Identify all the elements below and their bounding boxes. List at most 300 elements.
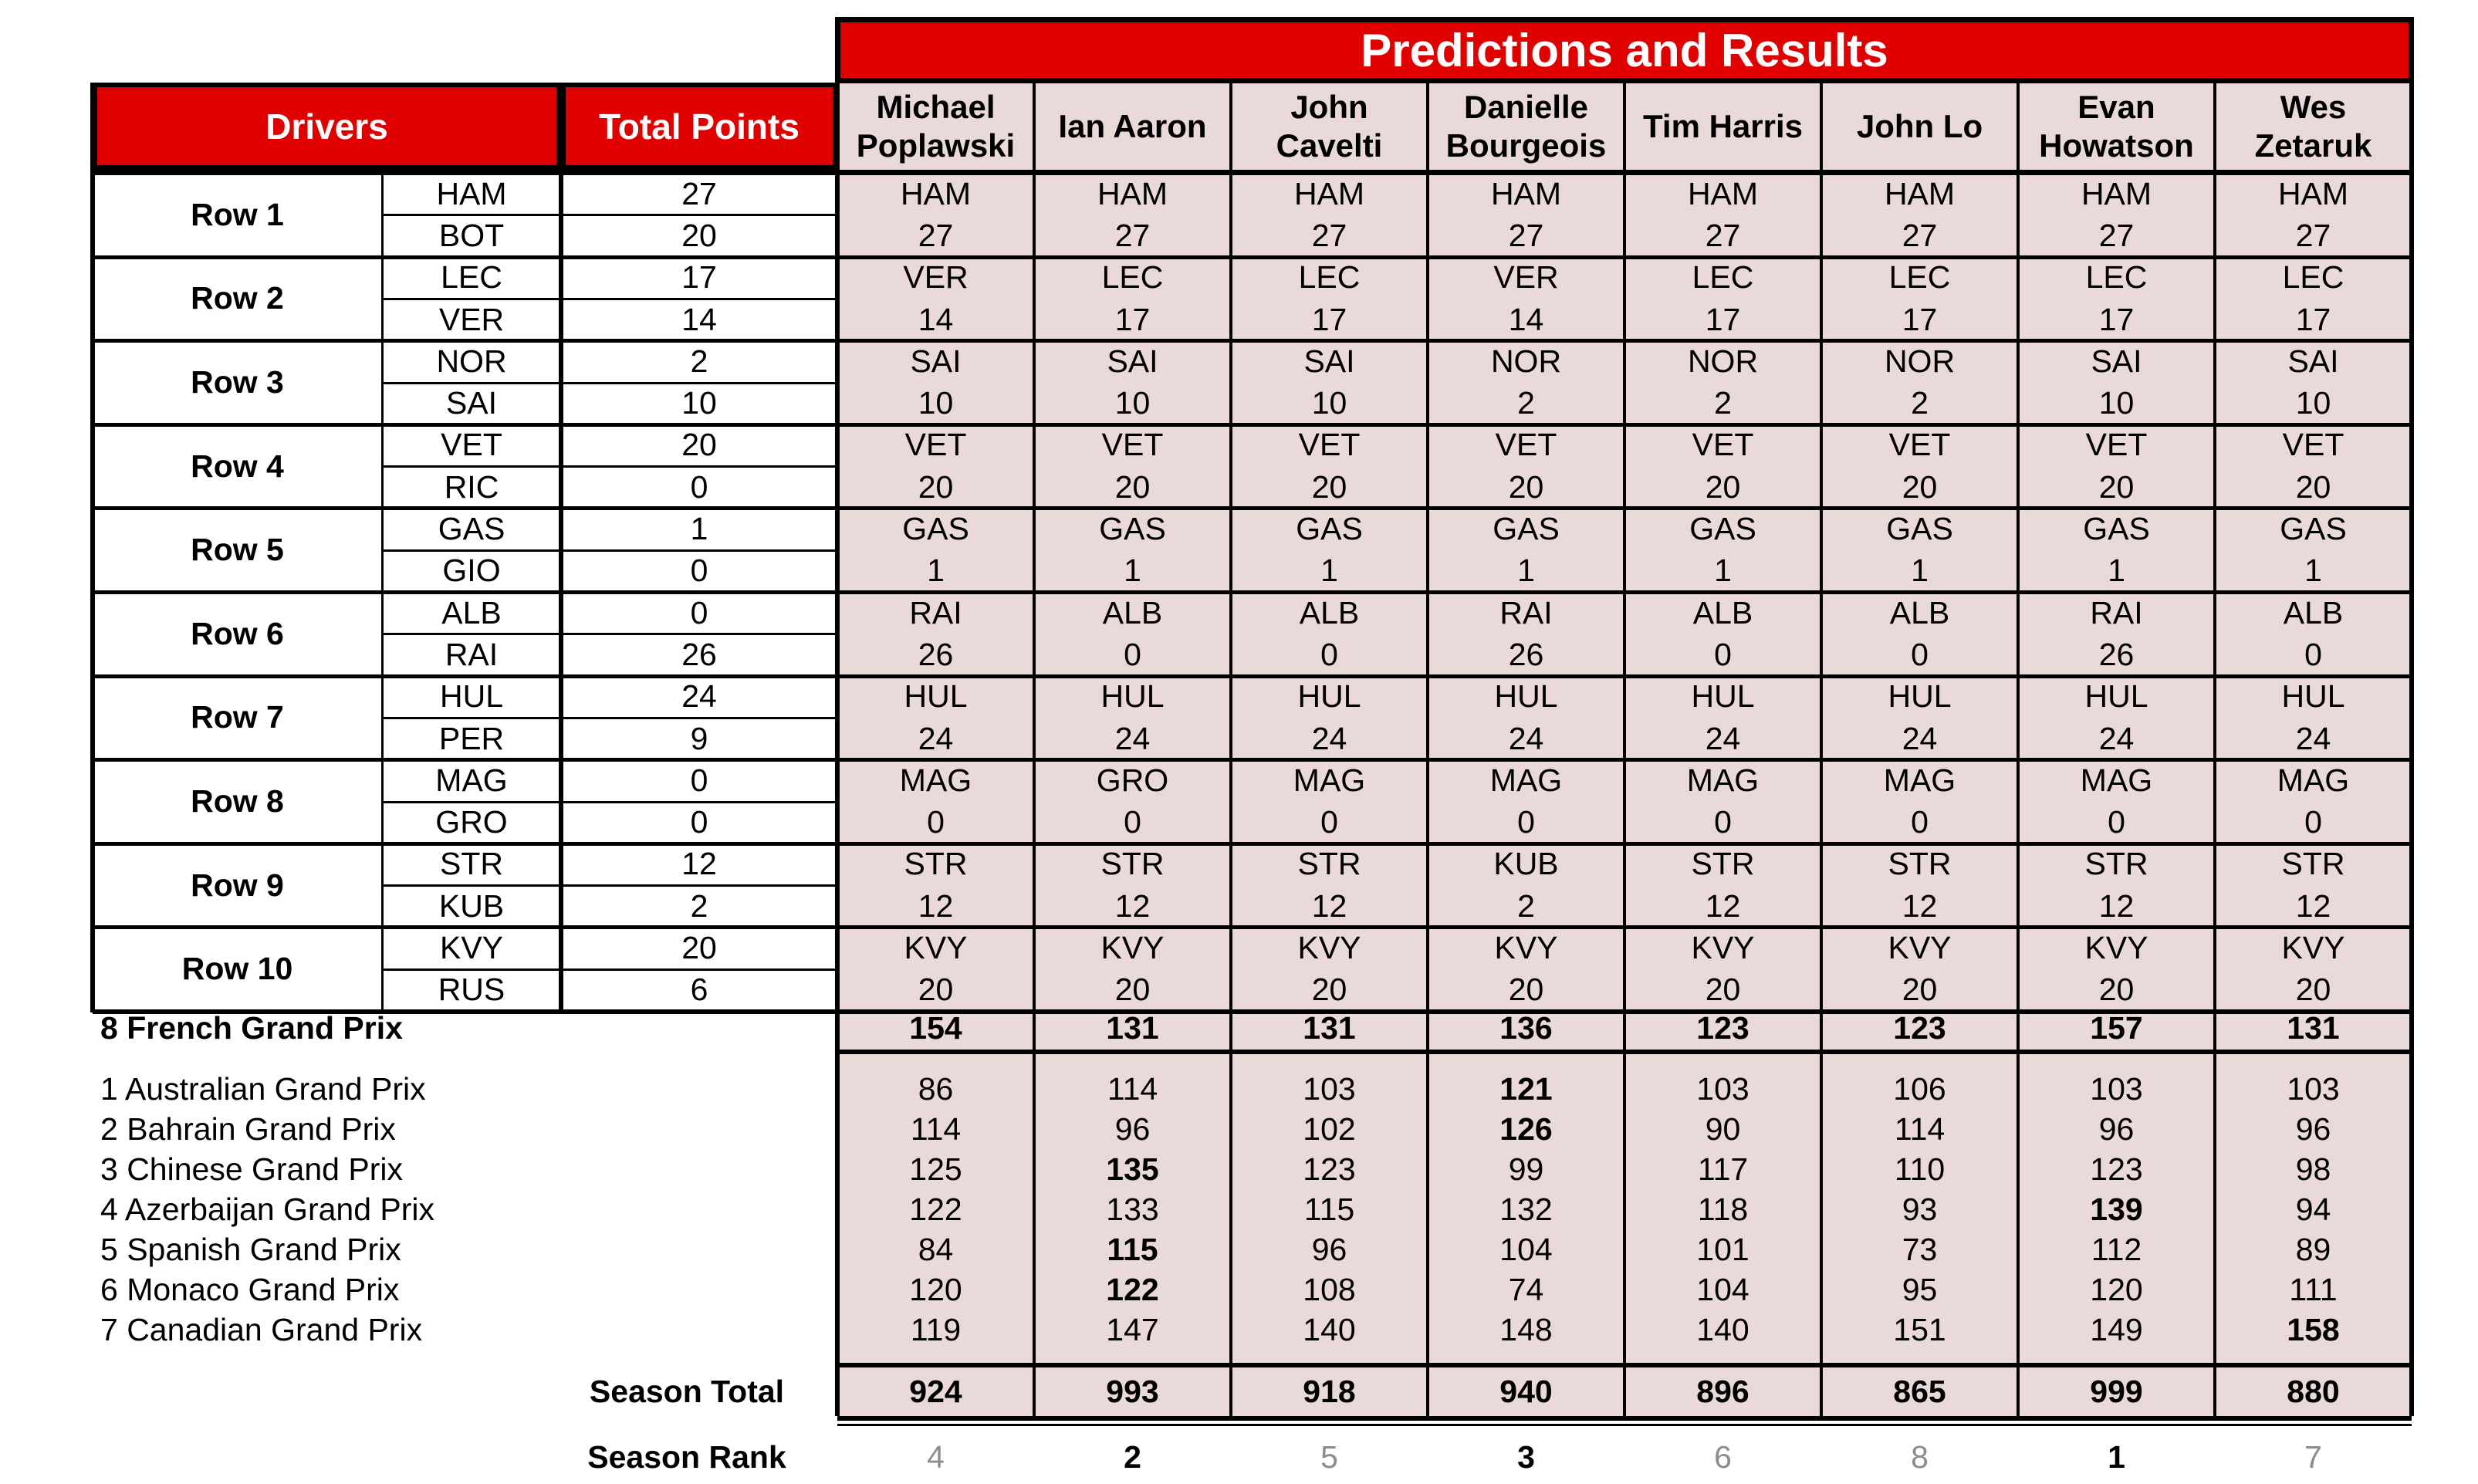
pick-driver: STR: [1100, 846, 1165, 882]
pick-driver: LEC: [2282, 259, 2344, 296]
past-race-score: 102: [1303, 1110, 1356, 1147]
past-vborder-2: [1229, 1050, 1232, 1416]
pick-points: 26: [918, 636, 954, 672]
past-race-score: 94: [2295, 1191, 2331, 1227]
pick-driver: LEC: [1888, 259, 1951, 296]
pick-points: 24: [1902, 720, 1938, 756]
player-last-name: Cavelti: [1276, 127, 1383, 164]
past-race-score: 112: [2091, 1231, 2142, 1267]
pick-driver: STR: [1297, 846, 1361, 882]
header-bottom-border: [93, 170, 2412, 174]
pick-points: 0: [1911, 804, 1929, 840]
pick-driver: MAG: [1686, 762, 1760, 798]
past-race-score: 104: [1499, 1231, 1553, 1267]
current-race-score: 131: [1106, 1010, 1159, 1046]
pick-driver: NOR: [1884, 343, 1956, 379]
driver-points: 0: [690, 468, 708, 505]
pick-points: 1: [1714, 553, 1732, 589]
pick-points: 24: [1311, 720, 1347, 756]
pick-points: 17: [1902, 301, 1938, 337]
pick-driver: KVY: [1297, 930, 1361, 966]
pick-points: 2: [1714, 385, 1732, 421]
driver-code: KUB: [438, 887, 505, 924]
driver-points: 12: [681, 846, 717, 882]
pick-driver: KVY: [1691, 930, 1755, 966]
pick-points: 1: [1517, 553, 1535, 589]
row-label: Row 3: [191, 363, 284, 400]
current-race-score: 123: [1696, 1010, 1749, 1046]
vborder-drivers: [381, 173, 384, 1011]
past-race-score: 135: [1106, 1151, 1159, 1187]
past-race-score: 139: [2090, 1191, 2143, 1227]
pick-driver: GAS: [2083, 511, 2150, 547]
pick-driver: STR: [1691, 846, 1755, 882]
past-race-score: 96: [1114, 1110, 1151, 1147]
pick-points: 10: [2295, 385, 2331, 421]
player-header-6: [2018, 83, 2215, 170]
pick-driver: ALB: [1299, 594, 1360, 630]
pick-points: 0: [2304, 636, 2322, 672]
past-race-score: 123: [2090, 1151, 2143, 1187]
current-race-score: 123: [1893, 1010, 1946, 1046]
past-race-score: 115: [1303, 1191, 1355, 1227]
player-first-name: Wes: [2280, 88, 2347, 125]
driver-code: RAI: [445, 636, 499, 672]
driver-points: 27: [681, 175, 717, 211]
past-race-score: 158: [2287, 1311, 2340, 1347]
row-border-top: [93, 590, 2412, 594]
past-race-score: 90: [1705, 1110, 1741, 1147]
row-border-top: [93, 423, 2412, 427]
driver-code: MAG: [435, 762, 508, 798]
pick-driver: LEC: [1298, 259, 1361, 296]
pick-driver: MAG: [2277, 762, 2350, 798]
pick-points: 20: [2098, 972, 2135, 1008]
season-rank-value: 1: [2108, 1438, 2125, 1475]
row-mid-line: [382, 298, 837, 300]
past-race-score: 125: [909, 1151, 962, 1187]
pick-driver: HAM: [1490, 175, 1562, 211]
pick-points: 12: [2295, 887, 2331, 924]
pick-driver: HUL: [904, 678, 968, 715]
pick-driver: SAI: [2287, 343, 2339, 379]
player-header-1: [1034, 83, 1231, 170]
pick-driver: MAG: [1293, 762, 1366, 798]
past-race-score: 103: [1696, 1070, 1749, 1107]
vborder-player-6: [2017, 83, 2020, 1050]
pick-points: 12: [1902, 887, 1938, 924]
row-border-top: [93, 339, 2412, 343]
driver-code: GIO: [442, 553, 501, 589]
past-vborder-0: [835, 1050, 840, 1416]
past-race-score: 115: [1107, 1231, 1158, 1267]
past-race-score: 104: [1696, 1271, 1749, 1307]
pick-driver: VET: [1888, 427, 1951, 463]
pick-driver: HAM: [1097, 175, 1168, 211]
past-race-score: 140: [1303, 1311, 1356, 1347]
pick-points: 27: [918, 217, 954, 253]
pick-points: 0: [1517, 804, 1535, 840]
pick-points: 14: [1508, 301, 1544, 337]
pick-points: 26: [2098, 636, 2135, 672]
pick-points: 1: [1320, 553, 1338, 589]
pick-driver: KVY: [1494, 930, 1558, 966]
pick-points: 26: [1508, 636, 1544, 672]
past-race-score: 106: [1893, 1070, 1946, 1107]
past-race-score: 103: [1303, 1070, 1356, 1107]
pick-driver: ALB: [1889, 594, 1950, 630]
driver-points: 2: [690, 343, 708, 379]
past-race-label: 3 Chinese Grand Prix: [100, 1151, 403, 1187]
pick-driver: HUL: [1494, 678, 1558, 715]
driver-code: GRO: [435, 804, 508, 840]
player-last-name: Poplawski: [856, 127, 1016, 164]
pick-points: 24: [918, 720, 954, 756]
player-last-name: Zetaruk: [2254, 127, 2372, 164]
pick-points: 0: [1714, 804, 1732, 840]
driver-points: 20: [681, 217, 717, 253]
season-rank-value: 2: [1124, 1438, 1141, 1475]
driver-code: STR: [440, 846, 503, 882]
pick-points: 12: [1705, 887, 1741, 924]
player-header-0: [837, 83, 1034, 170]
pick-points: 20: [1902, 468, 1938, 505]
pick-points: 12: [1114, 887, 1151, 924]
driver-code: NOR: [436, 343, 507, 379]
pick-points: 0: [1320, 636, 1338, 672]
past-vborder-5: [1820, 1050, 1823, 1416]
pick-driver: ALB: [1102, 594, 1163, 630]
pick-points: 20: [2295, 972, 2331, 1008]
past-race-score: 103: [2090, 1070, 2143, 1107]
past-race-score: 126: [1499, 1110, 1553, 1147]
pick-points: 20: [1902, 972, 1938, 1008]
driver-points: 20: [681, 930, 717, 966]
row-mid-line: [382, 214, 837, 216]
past-race-score: 101: [1696, 1231, 1749, 1267]
past-race-score: 120: [909, 1271, 962, 1307]
past-race-score: 140: [1696, 1311, 1749, 1347]
pick-points: 24: [1114, 720, 1151, 756]
pick-points: 24: [1508, 720, 1544, 756]
pick-driver: GAS: [1099, 511, 1166, 547]
driver-points: 17: [681, 259, 717, 296]
pick-points: 27: [1508, 217, 1544, 253]
driver-points: 1: [690, 511, 708, 547]
pick-points: 20: [1508, 972, 1544, 1008]
pick-points: 0: [927, 804, 945, 840]
season-total-value: 999: [2090, 1374, 2143, 1409]
vborder-player-8: [2409, 83, 2414, 1050]
pick-points: 20: [1311, 972, 1347, 1008]
driver-code: SAI: [445, 385, 498, 421]
vborder-left: [90, 83, 95, 1012]
pick-points: 27: [1114, 217, 1151, 253]
player-first-name: Michael: [876, 88, 996, 125]
pick-points: 27: [1902, 217, 1938, 253]
past-race-score: 117: [1697, 1151, 1749, 1187]
row-mid-line: [382, 633, 837, 635]
driver-code: LEC: [441, 259, 502, 296]
pick-driver: KUB: [1493, 846, 1559, 882]
player-first-name: Tim Harris: [1643, 107, 1803, 144]
past-race-score: 96: [1311, 1231, 1347, 1267]
pick-driver: STR: [2281, 846, 2345, 882]
pick-driver: STR: [904, 846, 968, 882]
pick-driver: ALB: [2283, 594, 2344, 630]
row-mid-line: [382, 801, 837, 803]
pick-driver: HAM: [1884, 175, 1956, 211]
season-total-value: 924: [909, 1374, 962, 1409]
driver-code: VER: [438, 301, 505, 337]
pick-points: 1: [2108, 553, 2125, 589]
pick-driver: SAI: [2091, 343, 2142, 379]
driver-points: 24: [681, 678, 717, 715]
row-label: Row 1: [191, 196, 284, 232]
vborder-player-2: [1229, 83, 1232, 1050]
pick-points: 1: [1124, 553, 1141, 589]
season-rank-value: 8: [1911, 1438, 1929, 1475]
driver-code: PER: [438, 720, 505, 756]
pick-points: 10: [2098, 385, 2135, 421]
past-race-score: 96: [2295, 1110, 2331, 1147]
pick-points: 20: [1114, 972, 1151, 1008]
row-border-top: [93, 506, 2412, 510]
pick-points: 10: [918, 385, 954, 421]
driver-points: 9: [690, 720, 708, 756]
past-vborder-4: [1623, 1050, 1626, 1416]
past-race-score: 103: [2287, 1070, 2340, 1107]
driver-code: HAM: [436, 175, 507, 211]
past-race-score: 121: [1499, 1070, 1553, 1107]
row-mid-line: [382, 465, 837, 468]
pick-driver: GAS: [1296, 511, 1363, 547]
pick-driver: RAI: [1499, 594, 1553, 630]
past-vborder-6: [2017, 1050, 2020, 1416]
pick-points: 27: [1311, 217, 1347, 253]
past-race-score: 114: [1107, 1070, 1158, 1107]
driver-code: RUS: [438, 972, 505, 1008]
pick-points: 12: [1311, 887, 1347, 924]
driver-code: KVY: [439, 930, 504, 966]
pick-driver: VET: [1495, 427, 1557, 463]
pick-driver: STR: [2084, 846, 2148, 882]
pick-driver: NOR: [1490, 343, 1562, 379]
driver-code: VET: [441, 427, 502, 463]
pick-driver: GRO: [1096, 762, 1169, 798]
past-race-score: 108: [1303, 1271, 1356, 1307]
pick-driver: HUL: [1691, 678, 1755, 715]
player-header-7: [2215, 83, 2412, 170]
past-race-label: 2 Bahrain Grand Prix: [100, 1110, 396, 1147]
pick-driver: KVY: [1888, 930, 1952, 966]
player-header-2: [1231, 83, 1428, 170]
pick-driver: HUL: [2281, 678, 2345, 715]
past-race-label: 6 Monaco Grand Prix: [100, 1271, 400, 1307]
player-last-name: Bourgeois: [1445, 127, 1607, 164]
pick-points: 17: [1114, 301, 1151, 337]
past-vborder-1: [1033, 1050, 1036, 1416]
row-border-top: [93, 255, 2412, 259]
pick-points: 17: [2098, 301, 2135, 337]
pick-points: 0: [1911, 636, 1929, 672]
pick-points: 2: [1911, 385, 1929, 421]
pick-driver: KVY: [1100, 930, 1165, 966]
season-rank-value: 4: [927, 1438, 945, 1475]
past-race-score: 147: [1106, 1311, 1159, 1347]
season-total-value: 993: [1106, 1374, 1159, 1409]
pick-driver: VET: [1692, 427, 1754, 463]
vborder-player-0: [835, 83, 840, 1050]
pick-driver: VET: [1298, 427, 1361, 463]
pick-points: 24: [1705, 720, 1741, 756]
row-label: Row 2: [191, 280, 284, 316]
current-race-score: 136: [1499, 1010, 1553, 1046]
pick-driver: RAI: [909, 594, 962, 630]
pick-driver: HAM: [1293, 175, 1365, 211]
row-label: Row 8: [191, 783, 284, 819]
season-total-value: 918: [1303, 1374, 1356, 1409]
driver-code: BOT: [438, 217, 505, 253]
driver-points: 0: [690, 594, 708, 630]
vborder-player-5: [1820, 83, 1823, 1050]
driver-points: 14: [681, 301, 717, 337]
pick-driver: GAS: [1886, 511, 1953, 547]
pick-points: 2: [1517, 887, 1535, 924]
vborder-player-4: [1623, 83, 1626, 1050]
player-first-name: John: [1290, 88, 1368, 125]
row-label: Row 7: [191, 699, 284, 735]
past-race-score: 86: [918, 1070, 954, 1107]
pick-driver: LEC: [2085, 259, 2148, 296]
pick-points: 20: [2295, 468, 2331, 505]
driver-points: 26: [681, 636, 717, 672]
pick-driver: KVY: [2084, 930, 2148, 966]
pick-driver: VER: [1493, 259, 1559, 296]
player-header-3: [1428, 83, 1624, 170]
driver-points: 0: [690, 762, 708, 798]
pick-driver: KVY: [904, 930, 968, 966]
player-first-name: Danielle: [1463, 88, 1589, 125]
past-race-label: 5 Spanish Grand Prix: [100, 1231, 401, 1267]
vborder-tp: [559, 83, 563, 1012]
season-total-value: 940: [1499, 1374, 1553, 1409]
pick-driver: VET: [2282, 427, 2344, 463]
pick-driver: VET: [2085, 427, 2148, 463]
pick-points: 20: [918, 972, 954, 1008]
pick-driver: NOR: [1687, 343, 1759, 379]
vborder-player-3: [1426, 83, 1429, 1050]
past-race-score: 89: [2295, 1231, 2331, 1267]
current-race-score: 157: [2090, 1010, 2143, 1046]
pick-driver: KVY: [2281, 930, 2345, 966]
row-label: Row 5: [191, 532, 284, 568]
season-rank-value: 6: [1714, 1438, 1732, 1475]
pick-driver: MAG: [2080, 762, 2153, 798]
driver-code: ALB: [441, 594, 502, 630]
past-race-score: 132: [1499, 1191, 1553, 1227]
pick-driver: GAS: [1493, 511, 1560, 547]
driver-points: 0: [690, 553, 708, 589]
pick-points: 17: [2295, 301, 2331, 337]
player-header-5: [1821, 83, 2018, 170]
season-total-value: 865: [1893, 1374, 1946, 1409]
season-total-bottom: [837, 1416, 2412, 1421]
past-race-score: 93: [1902, 1191, 1938, 1227]
pick-points: 0: [1124, 804, 1141, 840]
season-total-bottom-2: [837, 1424, 2412, 1426]
pick-points: 0: [2304, 804, 2322, 840]
past-race-score: 133: [1106, 1191, 1159, 1227]
total-points-header: Total Points: [561, 83, 837, 170]
past-race-score: 122: [909, 1191, 962, 1227]
past-vborder-3: [1426, 1050, 1429, 1416]
pick-points: 20: [918, 468, 954, 505]
season-rank-label: Season Rank: [587, 1438, 786, 1475]
past-race-score: 111: [2289, 1271, 2338, 1307]
past-race-score: 114: [910, 1110, 962, 1147]
row-mid-line: [382, 884, 837, 887]
pick-driver: SAI: [910, 343, 962, 379]
pick-points: 17: [1311, 301, 1347, 337]
season-total-value: 896: [1696, 1374, 1749, 1409]
row-mid-line: [382, 968, 837, 971]
pick-points: 0: [1714, 636, 1732, 672]
pick-points: 20: [1705, 468, 1741, 505]
driver-points: 2: [690, 887, 708, 924]
driver-code: GAS: [438, 511, 505, 547]
past-race-score: 110: [1894, 1151, 1946, 1187]
pick-driver: GAS: [2280, 511, 2347, 547]
row-label: Row 6: [191, 615, 284, 651]
vborder-player-1: [1033, 83, 1036, 1050]
driver-code: RIC: [444, 468, 499, 505]
row-mid-line: [382, 717, 837, 719]
past-race-score: 74: [1508, 1271, 1544, 1307]
past-race-label: 1 Australian Grand Prix: [100, 1070, 426, 1107]
past-race-score: 96: [2098, 1110, 2135, 1147]
past-race-score: 148: [1499, 1311, 1553, 1347]
player-first-name: John Lo: [1856, 107, 1983, 144]
pick-points: 12: [918, 887, 954, 924]
pick-driver: HUL: [2084, 678, 2148, 715]
season-total-label: Season Total: [589, 1374, 785, 1409]
season-rank-value: 3: [1517, 1438, 1535, 1475]
pick-points: 20: [1114, 468, 1151, 505]
pick-points: 0: [1320, 804, 1338, 840]
season-total-value: 880: [2287, 1374, 2340, 1409]
pick-points: 20: [1705, 972, 1741, 1008]
pick-driver: HAM: [1687, 175, 1759, 211]
row-label: Row 4: [191, 448, 284, 484]
pick-driver: ALB: [1692, 594, 1753, 630]
row-border-top: [93, 925, 2412, 929]
drivers-header: Drivers: [93, 83, 561, 170]
pick-points: 2: [1517, 385, 1535, 421]
past-race-score: 123: [1303, 1151, 1356, 1187]
pick-driver: STR: [1888, 846, 1952, 882]
row-label: Row 9: [191, 867, 284, 903]
player-header-4: [1624, 83, 1821, 170]
pick-driver: HUL: [1888, 678, 1952, 715]
pick-points: 27: [2295, 217, 2331, 253]
pick-points: 1: [2304, 553, 2322, 589]
pick-points: 20: [2098, 468, 2135, 505]
pick-points: 27: [2098, 217, 2135, 253]
pick-driver: HUL: [1297, 678, 1361, 715]
past-race-score: 118: [1697, 1191, 1749, 1227]
pick-driver: LEC: [1692, 259, 1754, 296]
